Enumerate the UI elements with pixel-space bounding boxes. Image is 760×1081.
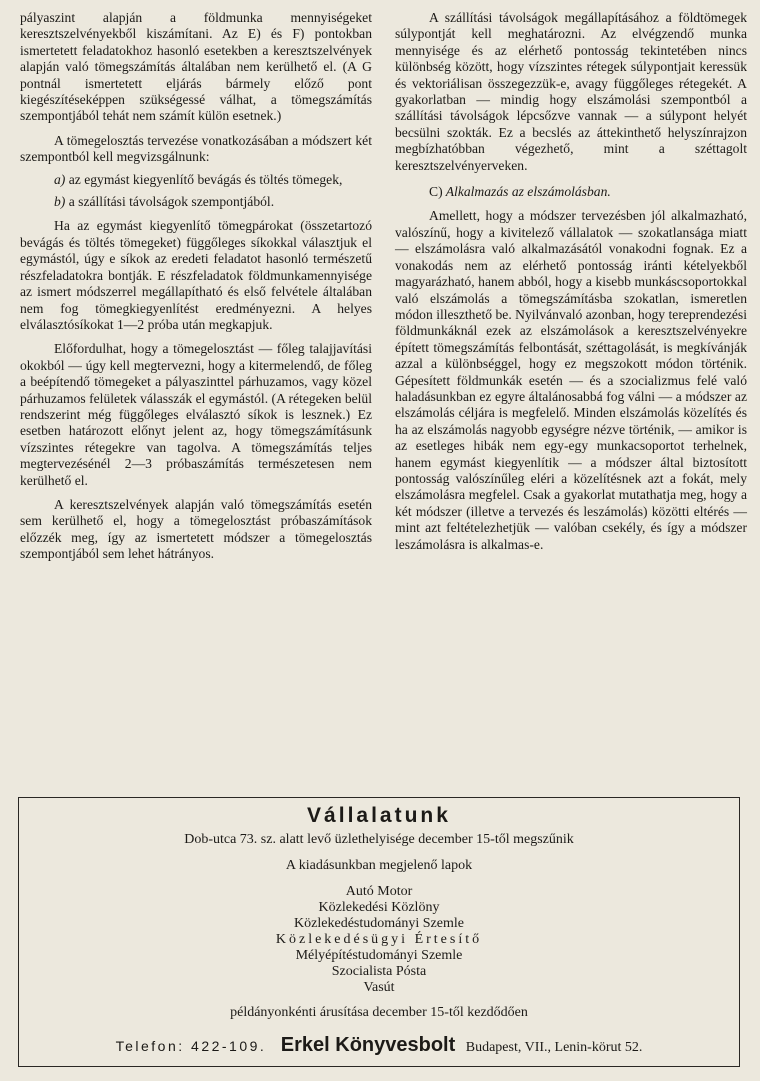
list-item: Szocialista Pósta [331, 964, 427, 979]
list-item: Közlekedési Közlöny [318, 900, 440, 915]
list-item-a [20, 172, 372, 188]
list-item-b [20, 194, 372, 210]
shop-name: Erkel Könyvesbolt [280, 1034, 456, 1056]
item-marker: b) [54, 194, 66, 210]
paragraph: pályaszint alapján a földmunka mennyiségeket keresztszelvényekből kiszámítani. Az E) és F) pontokban ismertetett feladatokhoz hasonló esetekben a keresztszelvények alapján való tömegszámítás általában nem kerülhető el. (A G pontnál ismertetett eljárás bármely előző pont kiegészítéseképpen szükségessé válhat, a tömegszámítás szempontjából tehát nem számít külön esetnek.) [20, 10, 372, 124]
section-title: Alkalmazás az elszámolásban. [442, 184, 611, 200]
ad-title: Vállalatunk [307, 804, 451, 827]
list-item: Közlekedéstudományi Szemle [294, 916, 464, 931]
paragraph: A tömegelosztás tervezése vonatkozásában a módszert két szempontból kell megvizsgálnunk: [20, 132, 372, 165]
left-column [20, 10, 372, 563]
list-item: Mélyépítéstudományi Szemle [295, 948, 463, 963]
address: Budapest, VII., Lenin-körut 52. [465, 1040, 643, 1055]
paragraph: A szállítási távolságok megállapításához a földtömegek súlypontját kell meghatározni. Az elvégzendő munka mennyisége és az elérhető pontosság tekintetében nincs különbség között, hogy vízszintes rétegek súlypontjait keressük és vektoriálisan összegezzük-e, avagy függőleges rétegekét. A gyakorlatban — mindig hogy elszámolási szempontból a szállítási távolságok lépcsőzve vannak — a súlypont helyét becsülni szokták. Ez a becslés az áttekinthető helyszínrajzon megbízhatóbban végezhető, mint a széttagolt keresztszelvényerveken. [395, 10, 747, 173]
ad-footer [19, 1034, 739, 1057]
paragraph: Amellett, hogy a módszer tervezésben jól alkalmazható, valószínű, hogy a kivitelező vállalatok — szokatlansága miatt — elszámolásra való alkalmazásától vonakodni fognak. Ez a vonakodás nem az elérhető pontosság iránti kételyekből magyarázható, hanem abból, hogy a kisebb munkáscsoportokkal való elszámolás a tömegszámításba szokatlan, ismeretlen módon illeszthető be. Nyilvánvaló azonban, hogy tereprendezési földmunkáknál ezek az elszámolások a keresztszelvényekre épített tömegszámítás felbontását, széttagolását, is megkívánják azzal a különbséggel, hogy ez megszokott módon történik. Gépesített földmunkák esetén — és a szocializmus felé való haladásunkban ez egyre általánosabbá fog válni — a módszer az elszámolás céljára is megfelelő. Minden elszámolás közelítés és ha az elszámolás nagyobb egységre nézve történik, — amikor is az esetleges hibák nem egy-egy munkacsoportot terhelnek, hanem egymást kiegyenlítik — a módszer által biztosított pontosság valószínűleg eléri a közelítésnek azt a fokát, mely elszámolásra megfelel. Csak a gyakorlat mutathatja meg, hogy a két módszer (illetve a tervezés és leszámolás) közötti eltérés — mint azt feltételezhetjük — valóban csekély, és így a módszer leszámolásra is alkalmas-e. [395, 208, 747, 552]
right-column [395, 10, 747, 553]
list-item: Autó Motor [345, 884, 413, 899]
paragraph: Előfordulhat, hogy a tömegelosztást — főleg talajjavítási okokból — úgy kell megtervezni, hogy a kitermelendő, de főleg a beépítendő tömegeket a pályaszinttel párhuzamos, vagy közel párhuzamos felületek válasszák el egymástól. (A rétegeken belül rendszerint még függőleges elválasztó síkok is lesznek.) Ez esetben határozott előnyt jelent az, hogy tömegszámításunk vízszintes rétegekre van tagolva. A tömegszámítás teljes megtervezésénél 2—3 próbaszámítás természetesen nem kerülhető el. [20, 341, 372, 488]
list-item: Közlekedésügyi Értesítő [275, 932, 483, 947]
ad-subtitle: A kiadásunkban megjelenő lapok [285, 858, 473, 873]
section-marker: C) [429, 184, 443, 200]
item-text: a szállítási távolságok szempontjából. [65, 194, 275, 210]
list-item: Vasút [363, 980, 395, 995]
section-heading [395, 184, 747, 200]
advertisement-box [18, 797, 740, 1067]
paragraph: Ha az egymást kiegyenlítő tömegpárokat (összetartozó bevágás és töltés tömegeket) függőleges síkokkal választjuk el egymástól, úgy e síkok az eredeti feladatot hasonló természetű részfeladatokra bontják. E részfeladatok földmunkamennyisége az ismert módszerrel megállapítható és első felvétele általában nem fog tömegkiegyenlítést eredményezni. A helyes elválasztósíkokat 1—2 próba után megkapjuk. [20, 218, 372, 332]
ad-notice: Dob-utca 73. sz. alatt levő üzlethelyisége december 15-től megszűnik [184, 832, 574, 847]
telephone: Telefon: 422-109. [115, 1038, 267, 1054]
item-marker: a) [54, 171, 66, 187]
publication-list [19, 884, 739, 996]
paragraph: A keresztszelvények alapján való tömegszámítás esetén sem kerülhető el, hogy a tömegelosztást próbaszámítások előzzék meg, így az ismertetett módszer a tömegelosztás szempontjából sem lehet hátrányos. [20, 496, 372, 562]
item-text: az egymást kiegyenlítő bevágás és töltés tömegek, [65, 171, 343, 187]
ad-sale-notice: példányonkénti árusítása december 15-től kezdődően [230, 1005, 528, 1020]
